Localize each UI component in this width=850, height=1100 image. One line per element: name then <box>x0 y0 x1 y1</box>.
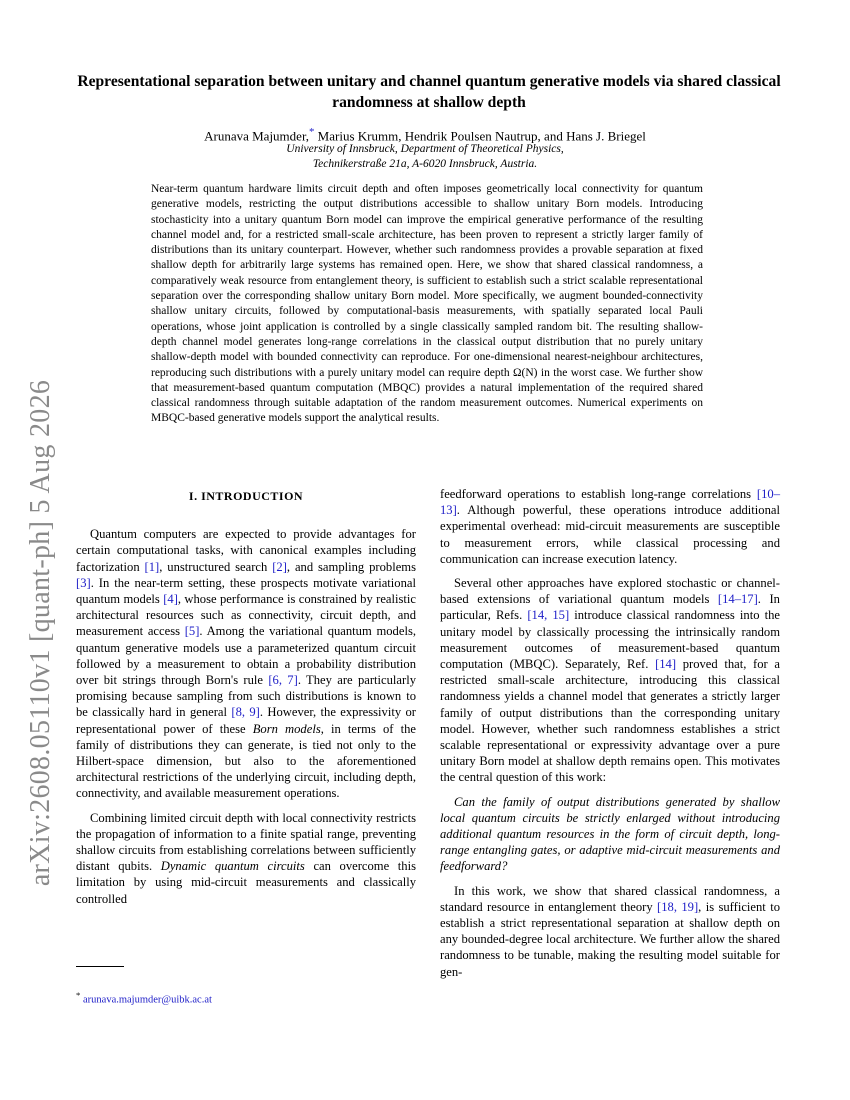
affiliation-line-2: Technikerstraße 21a, A-6020 Innsbruck, Austria. <box>312 158 538 170</box>
right-column <box>440 486 780 988</box>
arxiv-sidebar-stamp <box>16 368 66 898</box>
citation-link[interactable]: [18, 19] <box>657 899 699 914</box>
intro-paragraph-2: Combining limited circuit depth with local connectivity restricts the propagation of information to a finite spatial range, preventing shallow circuits from establishing correlations between sufficiently distant qubits. Dynamic quantum circuits can overcome this limitation by using mid-circuit measurements and classically controlled <box>76 810 416 906</box>
section-heading: I. INTRODUCTION <box>188 489 304 503</box>
citation-link[interactable]: [6, 7] <box>268 673 298 688</box>
other-authors: Marius Krumm, Hendrik Poulsen Nautrup, and Hans J. Briegel <box>314 128 646 144</box>
intro-paragraph-1: Quantum computers are expected to provide advantages for certain computational tasks, with canonical examples including factorization [1], unstructured search [2], and sampling problems [3]. In the near-term setting, these prospects motivate variational quantum models [4], whose performance is constrained by realistic architectural resources such as connectivity, circuit depth, and measurement access [5]. Among the variational quantum models, quantum generative models use a parameterized quantum circuit followed by a measurement to obtain a probability distribution over bit strings through Born's rule [6, 7]. They are particularly promising because sampling from such distributions is known to be classically hard in general [8, 9]. However, the expressivity or representational power of these Born models, in terms of the family of distributions they can generate, is tied not only to the Hilbert-space dimension, but also to the aforementioned architectural restrictions of the underlying circuit, including depth, connectivity, and available measurement operations. <box>76 527 417 801</box>
citation-link[interactable]: [14, 15] <box>527 608 570 623</box>
abstract: Near-term quantum hardware limits circuit depth and often imposes geometrically local connectivity for quantum generative models, restricting the output distributions accessible to shallow unitary Born models. Introducing stochasticity into a unitary quantum Born model can improve the empirical generative performance of the resulting channel model and, for a restricted small-scale architecture, has been proven to represent a strictly larger family of distributions than its unitary counterpart. However, whether such randomness provides a provable separation at fixed shallow depth for arbitrarily large systems has remained open. Here, we show that shared classical randomness, a comparatively weak resource from entanglement theory, is sufficient to establish such a strict scalable representational separation over the corresponding shallow unitary Born model. More specifically, we augment bounded-connectivity shallow unitary circuits, followed by computational-basis measurements, with spatially separated local Pauli operations, whose joint application is controlled by a single classically sampled random bit. The resulting shallow-depth channel model generates long-range correlations in the classical output distribution that no purely unitary shallow-depth model with bounded connectivity can reproduce. For one-dimensional nearest-neighbour architectures, reproducing such distributions with a purely unitary model can require depth Ω(N) in the worst case. We further show that measurement-based quantum computation (MBQC) provides a natural implementation of the required shared classical randomness through suitable adaptation of the random measurement outcomes. Numerical experiments on MBQC-based generative models support the analytical results. <box>151 183 703 425</box>
citation-link[interactable]: [2] <box>272 559 287 574</box>
paper-title: Representational separation between unitary and channel quantum generative models via shared classical randomness at shallow depth <box>77 73 781 111</box>
emphasis-dynamic-circuits: Dynamic quantum circuits <box>160 859 305 874</box>
author-footnote-mark[interactable]: * <box>309 126 315 138</box>
arxiv-identifier: arXiv:2608.05110v1 [quant-ph] 5 Aug 2026 <box>25 379 56 887</box>
affiliation <box>100 142 750 172</box>
email-link[interactable]: arunava.majumder@uibk.ac.at <box>83 994 212 1006</box>
citation-link[interactable]: [10–13] <box>440 487 780 518</box>
central-question: Can the family of output distributions generated by shallow local quantum circuits be strictly enlarged without introducing additional quantum resources in the form of circuit depth, long-range entangling gates, or adaptive mid-circuit measurements and feedforward? <box>440 794 780 874</box>
citation-link[interactable]: [14–17] <box>717 592 758 607</box>
footnote-mark: * <box>76 990 81 1000</box>
citation-link[interactable]: [3] <box>76 575 91 590</box>
intro-paragraph-4: In this work, we show that shared classical randomness, a standard resource in entanglement theory [18, 19], is sufficient to establish a strict representational separation at shallow depth on any bounded-degree local architecture. We further allow the shared randomness to be tunable, making the resulting model suitable for gen- <box>440 883 780 979</box>
emphasis-born-models: Born models <box>252 721 321 736</box>
footnote-divider <box>76 966 124 967</box>
citation-link[interactable]: [8, 9] <box>231 705 260 720</box>
first-author: Arunava Majumder, <box>204 128 309 144</box>
citation-link[interactable]: [14] <box>655 657 677 672</box>
citation-link[interactable]: [1] <box>144 559 160 574</box>
affiliation-line-1: University of Innsbruck, Department of Theoretical Physics, <box>286 143 564 155</box>
footnote <box>76 990 212 1006</box>
intro-paragraph-3: Several other approaches have explored stochastic or channel-based extensions of variational quantum models [14–17]. In particular, Refs. [14, 15] introduce classical randomness into the unitary model by classically processing the intrinsically random measurement outcomes of measurement-based quantum computation (MBQC). Separately, Ref. [14] proved that, for a restricted small-scale architecture, introducing this classical randomness yields a channel model that generates a strictly larger family of output distributions than the corresponding unitary model. However, whether such randomness establishes a strict scalable representational or expressivity advantage over a pure unitary Born model at shallow depth remains open. This motivates the central question of this work: <box>440 576 780 785</box>
left-column <box>76 486 416 915</box>
citation-link[interactable]: [5] <box>184 624 200 639</box>
citation-link[interactable]: [4] <box>163 592 178 607</box>
intro-paragraph-2-continued: feedforward operations to establish long-range correlations [10–13]. Although powerful, these operations introduce additional experimental overhead: mid-circuit measurements are susceptible to measurement errors, while classical processing and communication can increase execution latency. <box>440 487 780 566</box>
